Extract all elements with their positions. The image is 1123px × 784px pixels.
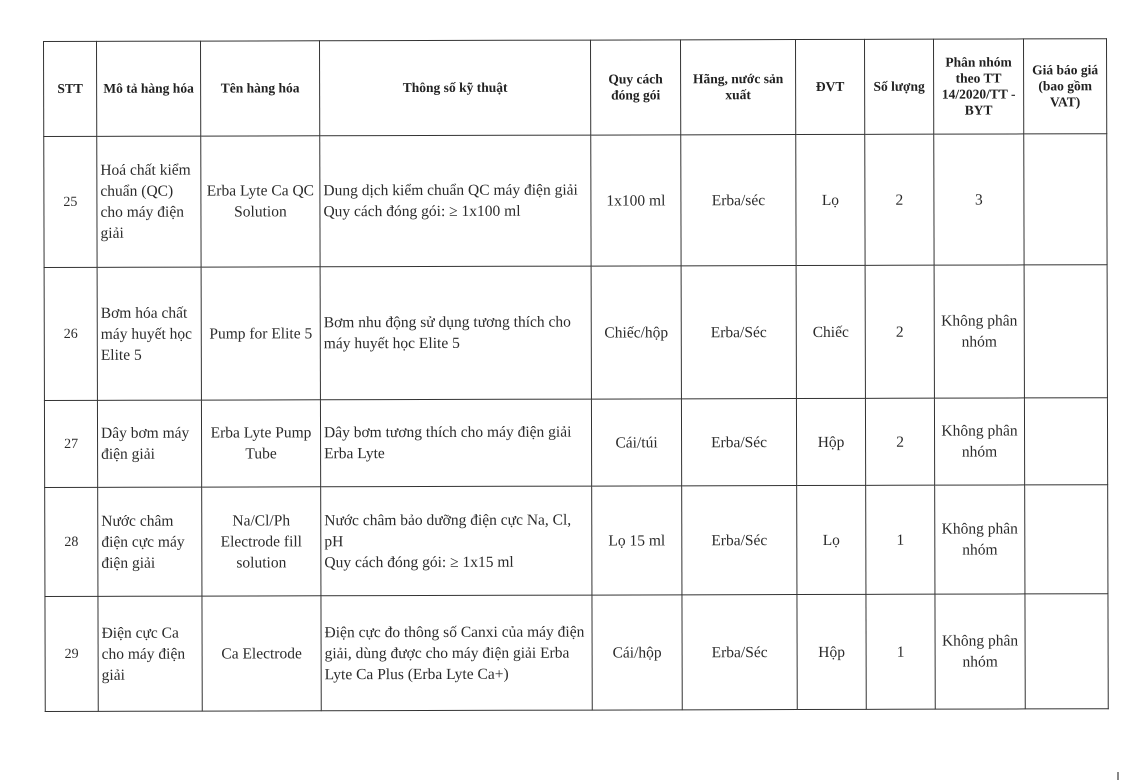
cell-dvt: Lọ xyxy=(797,485,866,594)
cell-quy-cach: Cái/hộp xyxy=(592,595,682,710)
header-stt: STT xyxy=(44,41,97,136)
cell-hang: Erba/Séc xyxy=(682,595,797,710)
table-row xyxy=(44,265,1107,401)
cell-phan-nhom: Không phân nhóm xyxy=(935,485,1025,594)
cell-dvt: Lọ xyxy=(796,134,865,265)
cell-gia xyxy=(1024,265,1107,398)
cell-ten: Na/Cl/Ph Electrode fill solution xyxy=(202,487,321,596)
cell-mo-ta: Nước châm điện cực máy điện giải xyxy=(98,487,202,596)
cell-stt: 26 xyxy=(44,267,97,400)
header-hang: Hãng, nước sản xuất xyxy=(680,40,795,135)
cell-stt: 29 xyxy=(45,596,98,711)
cell-quy-cach: Cái/túi xyxy=(591,399,681,486)
header-quy-cach: Quy cách đóng gói xyxy=(590,40,680,135)
cell-hang: Erba/Séc xyxy=(681,399,796,486)
cell-dvt: Hộp xyxy=(797,594,866,709)
cell-thong-so: Dung dịch kiểm chuẩn QC máy điện giải Quy cách đóng gói: ≥ 1x100 ml xyxy=(320,135,591,267)
cell-thong-so: Nước châm bảo dưỡng điện cực Na, Cl, pH Quy cách đóng gói: ≥ 1x15 ml xyxy=(321,486,592,596)
cell-thong-so: Điện cực đo thông số Canxi của máy điện giải, dùng được cho máy điện giải Erba Lyte Ca Plus (Erba Lyte Ca+) xyxy=(321,595,592,711)
page-frame xyxy=(43,41,1106,715)
header-thong-so: Thông số kỹ thuật xyxy=(320,40,591,136)
cell-ten: Pump for Elite 5 xyxy=(201,267,320,400)
cell-so-luong: 1 xyxy=(866,485,935,594)
cell-gia xyxy=(1025,594,1108,709)
cell-phan-nhom: Không phân nhóm xyxy=(935,594,1025,709)
cell-dvt: Hộp xyxy=(796,398,865,485)
cell-gia xyxy=(1024,134,1107,265)
cell-quy-cach: Chiếc/hộp xyxy=(591,266,681,399)
header-row xyxy=(44,39,1107,137)
cell-phan-nhom: Không phân nhóm xyxy=(934,265,1024,398)
table-row xyxy=(45,594,1108,712)
header-phan-nhom: Phân nhóm theo TT 14/2020/TT -BYT xyxy=(933,39,1023,134)
cell-quy-cach: Lọ 15 ml xyxy=(592,486,682,595)
cell-quy-cach: 1x100 ml xyxy=(591,135,681,266)
cell-mo-ta: Hoá chất kiểm chuẩn (QC) cho máy điện giải xyxy=(97,136,201,267)
header-ten: Tên hàng hóa xyxy=(201,41,320,136)
cell-so-luong: 2 xyxy=(865,134,934,265)
cell-thong-so: Bơm nhu động sử dụng tương thích cho máy huyết học Elite 5 xyxy=(320,266,591,400)
cell-ten: Erba Lyte Pump Tube xyxy=(201,400,320,487)
cell-mo-ta: Bơm hóa chất máy huyết học Elite 5 xyxy=(97,267,201,400)
cell-phan-nhom: 3 xyxy=(934,134,1024,265)
cell-hang: Erba/Séc xyxy=(682,486,797,595)
header-so-luong: Số lượng xyxy=(864,39,933,134)
cell-phan-nhom: Không phân nhóm xyxy=(934,398,1024,485)
cell-so-luong: 2 xyxy=(865,398,934,485)
cell-mo-ta: Dây bơm máy điện giải xyxy=(97,400,201,487)
cell-thong-so: Dây bơm tương thích cho máy điện giải Erba Lyte xyxy=(320,399,591,487)
cell-mo-ta: Điện cực Ca cho máy điện giải xyxy=(98,596,202,711)
cell-stt: 27 xyxy=(44,400,97,487)
quotation-table xyxy=(43,38,1109,712)
header-dvt: ĐVT xyxy=(795,39,864,134)
cell-stt: 25 xyxy=(44,136,97,267)
table-row xyxy=(45,485,1108,597)
scan-edge-mark xyxy=(1117,772,1119,780)
cell-stt: 28 xyxy=(45,487,98,596)
table-row xyxy=(44,398,1107,488)
header-mo-ta: Mô tả hàng hóa xyxy=(97,41,201,136)
cell-ten: Ca Electrode xyxy=(202,596,321,711)
cell-ten: Erba Lyte Ca QC Solution xyxy=(201,136,320,267)
cell-gia xyxy=(1024,398,1107,485)
header-gia: Giá báo giá (bao gồm VAT) xyxy=(1023,39,1106,134)
cell-gia xyxy=(1025,485,1108,594)
table-row xyxy=(44,134,1107,268)
cell-dvt: Chiếc xyxy=(796,265,865,398)
cell-hang: Erba/Séc xyxy=(681,266,796,399)
cell-so-luong: 1 xyxy=(866,594,935,709)
cell-so-luong: 2 xyxy=(865,265,934,398)
cell-hang: Erba/séc xyxy=(681,135,796,266)
